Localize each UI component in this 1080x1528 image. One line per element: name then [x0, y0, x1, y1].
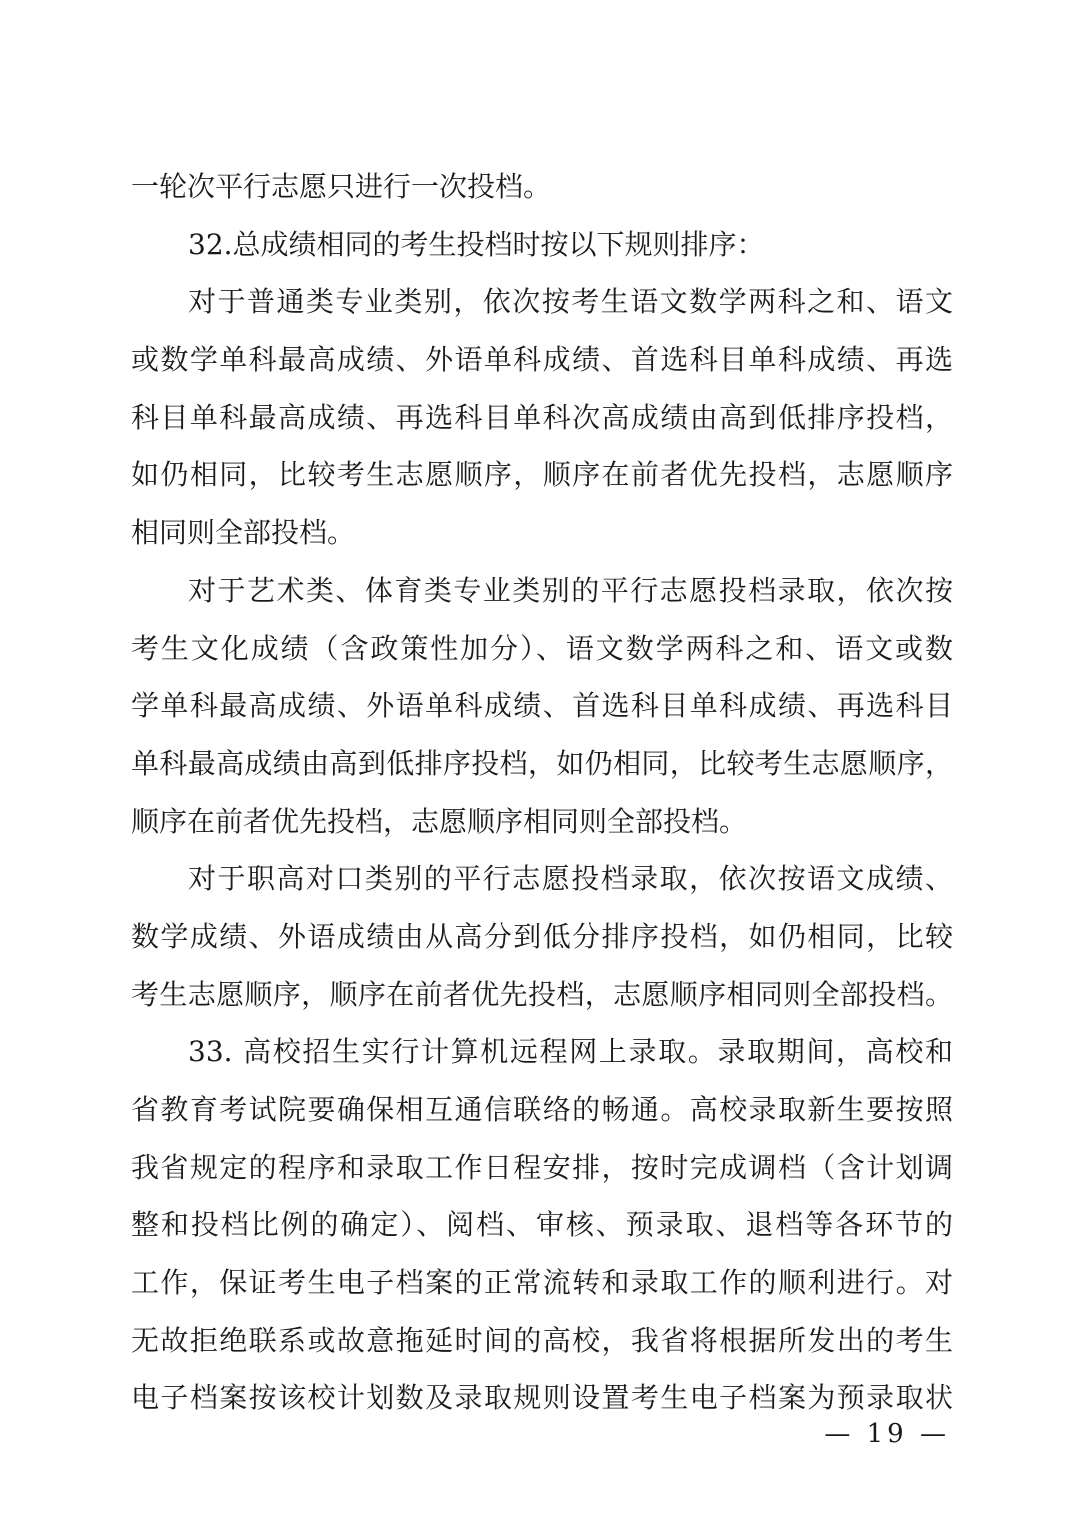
text-line: 电子档案按该校计划数及录取规则设置考生电子档案为预录取状 [131, 1381, 953, 1415]
text-line: 考生志愿顺序，顺序在前者优先投档，志愿顺序相同则全部投档。 [131, 977, 953, 1011]
text-line: 32.总成绩相同的考生投档时按以下规则排序： [188, 227, 765, 261]
text-line: 数学成绩、外语成绩由从高分到低分排序投档，如仍相同，比较 [131, 919, 953, 953]
text-line: 如仍相同，比较考生志愿顺序，顺序在前者优先投档，志愿顺序 [131, 458, 953, 492]
text-line: 或数学单科最高成绩、外语单科成绩、首选科目单科成绩、再选 [131, 343, 953, 377]
text-line: 33. 高校招生实行计算机远程网上录取。录取期间，高校和 [188, 1035, 953, 1069]
text-line: 我省规定的程序和录取工作日程安排，按时完成调档（含计划调 [131, 1150, 953, 1184]
text-line: 工作，保证考生电子档案的正常流转和录取工作的顺利进行。对 [131, 1266, 953, 1300]
text-line: 学单科最高成绩、外语单科成绩、首选科目单科成绩、再选科目 [131, 689, 953, 723]
text-line: 对于职高对口类别的平行志愿投档录取，依次按语文成绩、 [188, 862, 953, 896]
text-line: 考生文化成绩（含政策性加分）、语文数学两科之和、语文或数 [131, 631, 953, 665]
text-line: 一轮次平行志愿只进行一次投档。 [131, 170, 552, 203]
page-number: — 19 — [824, 1419, 950, 1449]
body-text [131, 158, 953, 1427]
text-line: 单科最高成绩由高到低排序投档，如仍相同，比较考生志愿顺序， [131, 746, 953, 780]
text-line: 对于艺术类、体育类专业类别的平行志愿投档录取，依次按 [188, 573, 953, 607]
text-line: 省教育考试院要确保相互通信联络的畅通。高校录取新生要按照 [131, 1093, 953, 1126]
text-line: 顺序在前者优先投档，志愿顺序相同则全部投档。 [131, 804, 748, 838]
text-line: 无故拒绝联系或故意拖延时间的高校，我省将根据所发出的考生 [131, 1323, 953, 1357]
text-line: 科目单科最高成绩、再选科目单科次高成绩由高到低排序投档， [131, 400, 953, 434]
text-line: 整和投档比例的确定）、阅档、审核、预录取、退档等各环节的 [131, 1208, 953, 1242]
text-line: 相同则全部投档。 [131, 516, 356, 550]
text-line: 对于普通类专业类别，依次按考生语文数学两科之和、语文 [188, 285, 953, 319]
